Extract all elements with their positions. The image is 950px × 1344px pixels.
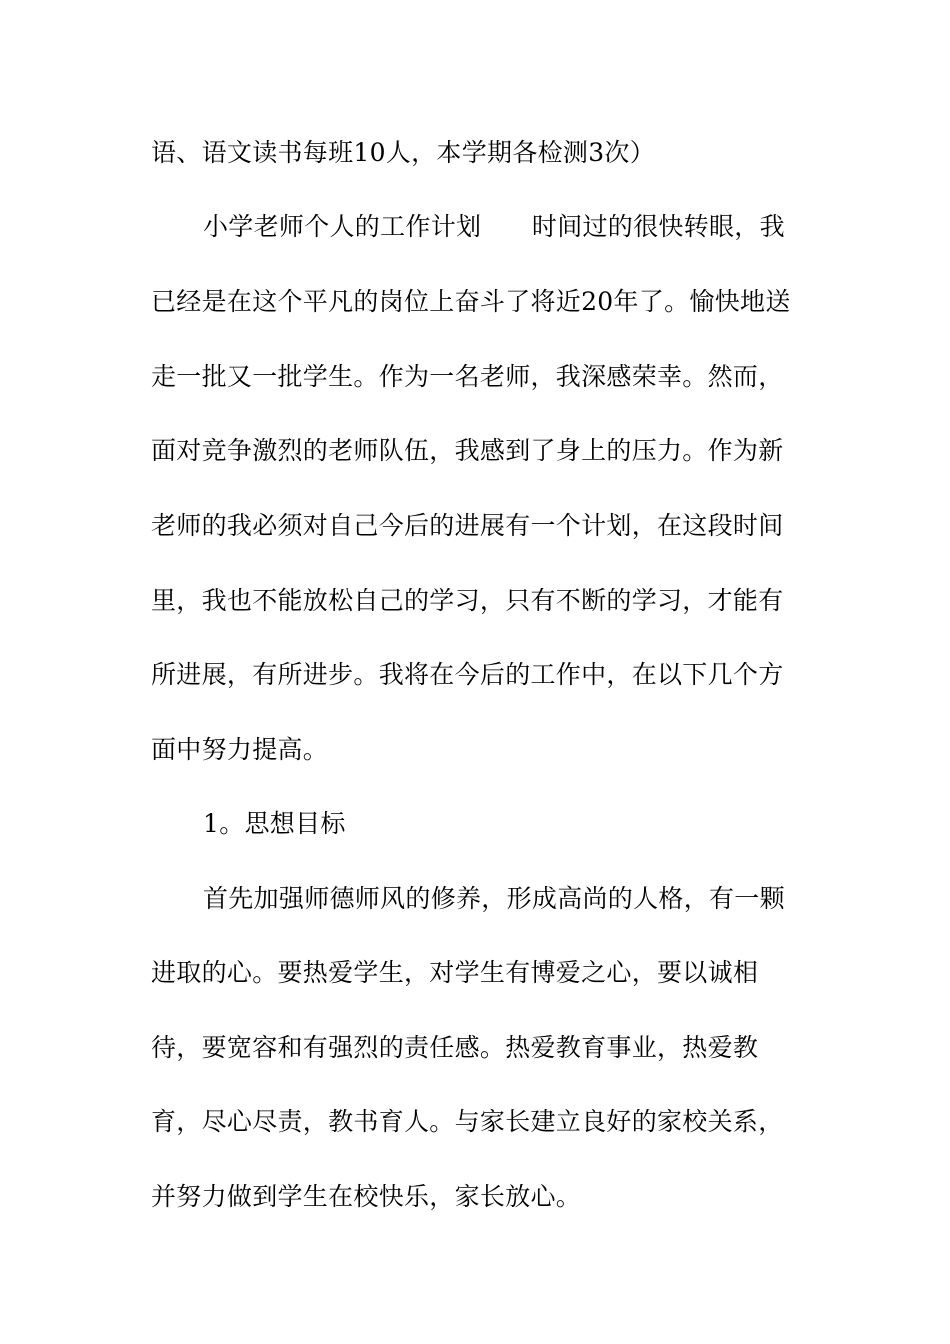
text-line: 并努力做到学生在校快乐，家长放心。 <box>151 1182 582 1211</box>
text-line: 进取的心。要热爱学生，对学生有博爱之心，要以诚相 <box>151 958 759 987</box>
text-line: 面中努力提高。 <box>151 735 329 764</box>
text-line: 老师的我必须对自己今后的进展有一个计划，在这段时间 <box>151 511 784 540</box>
text-line: 走一批又一批学生。作为一名老师，我深感荣幸。然而， <box>151 362 784 391</box>
text-line: 育，尽心尽责，教书育人。与家长建立良好的家校关系， <box>151 1107 784 1136</box>
text-line: 语、语文读书每班10人，本学期各检测3次） <box>151 138 656 167</box>
text-line: 小学老师个人的工作计划 时间过的很快转眼，我 <box>203 212 785 241</box>
text-line: 首先加强师德师风的修养，形成高尚的人格，有一颗 <box>203 884 785 913</box>
text-line: 里，我也不能放松自己的学习，只有不断的学习，才能有 <box>151 586 784 615</box>
text-line: 所进展，有所进步。我将在今后的工作中，在以下几个方 <box>151 660 784 689</box>
text-line: 面对竞争激烈的老师队伍，我感到了身上的压力。作为新 <box>151 436 784 465</box>
text-line: 待，要宽容和有强烈的责任感。热爱教育事业，热爱教 <box>151 1033 759 1062</box>
section-heading: 1。思想目标 <box>203 809 346 838</box>
text-line: 已经是在这个平凡的岗位上奋斗了将近20年了。愉快地送 <box>151 287 791 316</box>
